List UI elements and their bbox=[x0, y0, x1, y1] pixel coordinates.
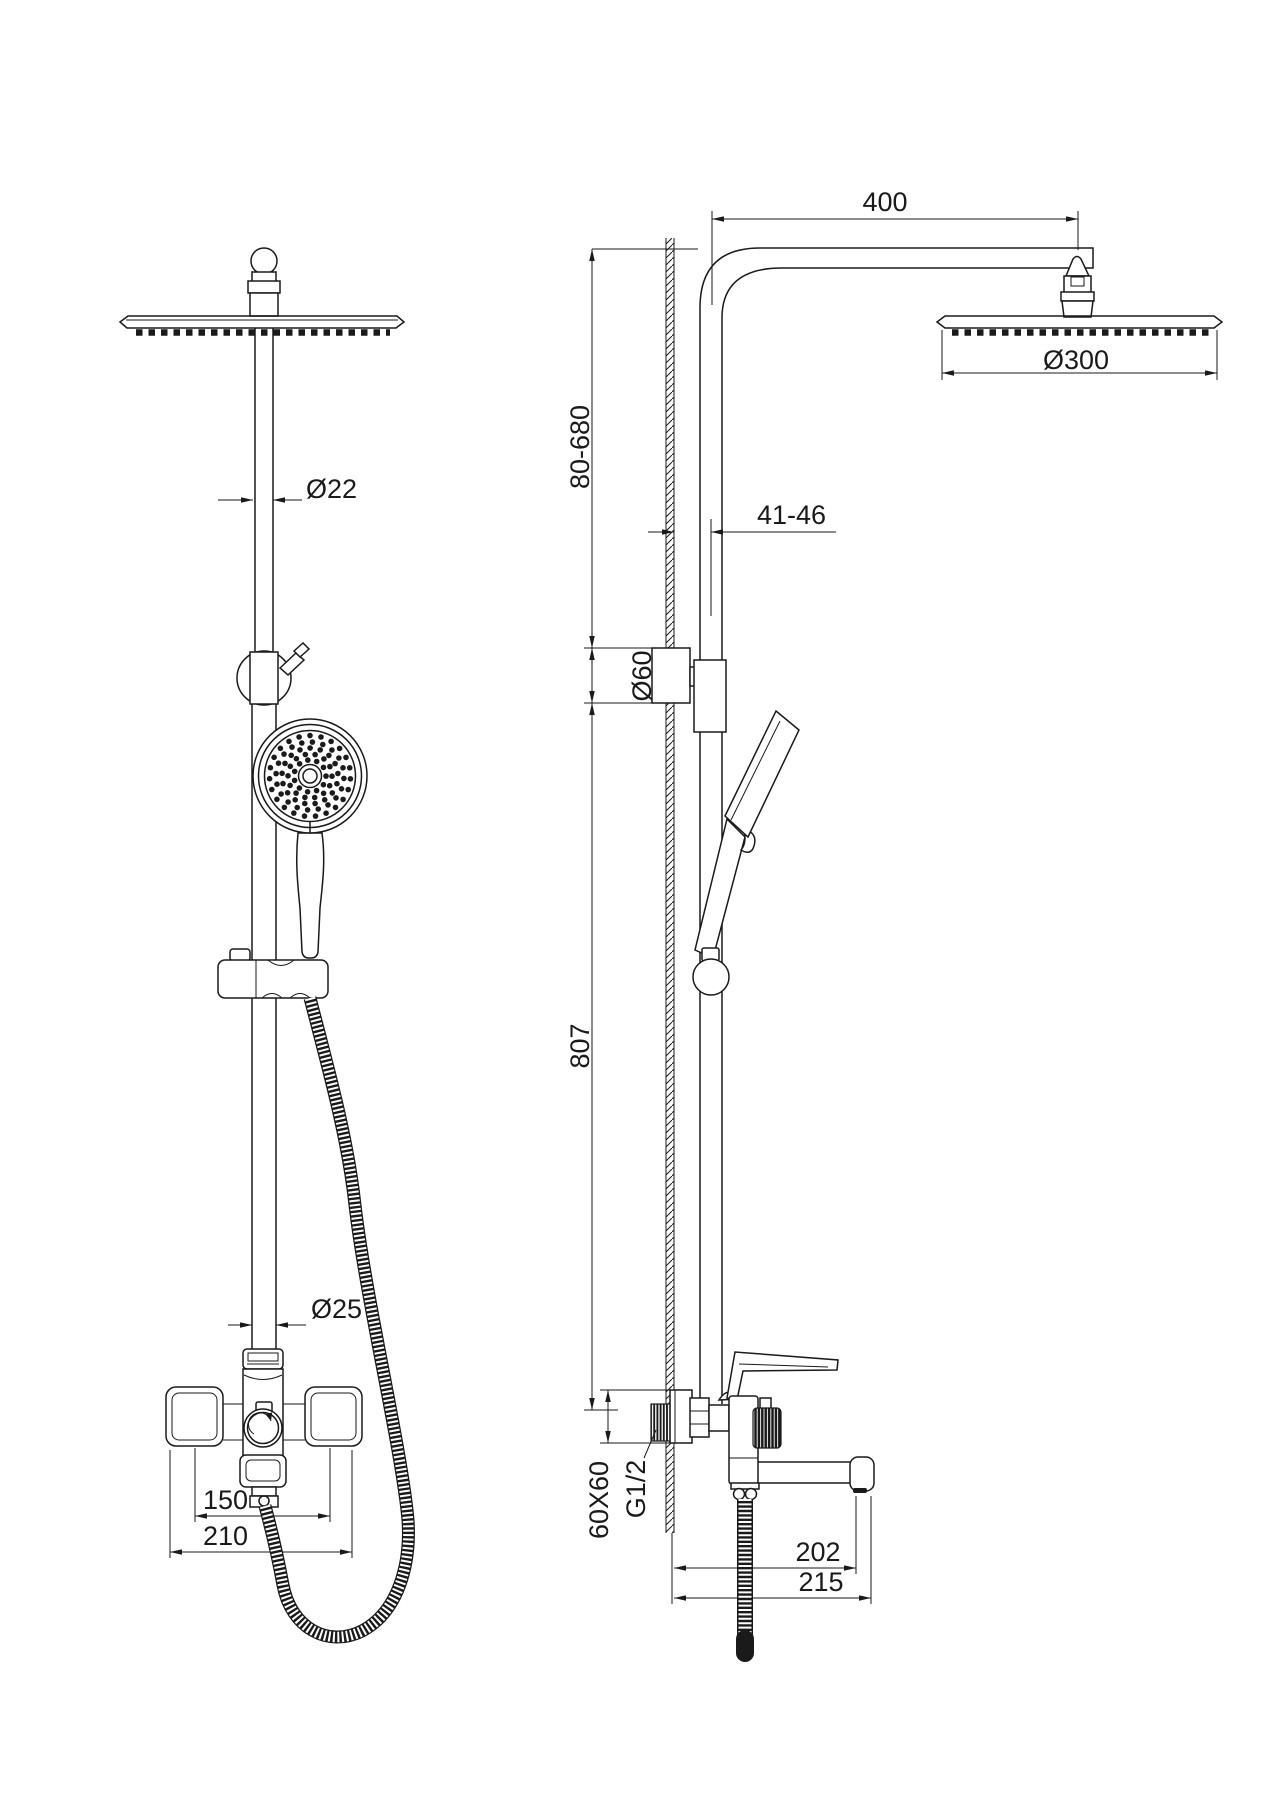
dim-label-wall-clearance: 41-46 bbox=[757, 500, 827, 530]
hex-nut-side bbox=[690, 1398, 709, 1437]
shower-hose-side bbox=[736, 1499, 754, 1662]
dim-label-height-adjust: 80-680 bbox=[565, 404, 595, 490]
wall-line bbox=[666, 238, 674, 1533]
spout-outlet bbox=[853, 1488, 867, 1493]
dim-label-bracket-diameter: Ø60 bbox=[627, 650, 657, 702]
dim-label-column-length: 807 bbox=[565, 1023, 595, 1069]
dim-label-pipe-lower: Ø25 bbox=[311, 1294, 363, 1324]
dim-label-thread-size: G1/2 bbox=[621, 1459, 651, 1519]
dim-label-wall-plate: 60X60 bbox=[584, 1460, 614, 1540]
dim-label-spout-overall: 215 bbox=[798, 1567, 844, 1597]
right-wall-mount bbox=[305, 1387, 362, 1446]
diverter-knob-side bbox=[753, 1408, 781, 1448]
dim-label-rain-head-diameter: Ø300 bbox=[1042, 345, 1110, 375]
wall-plate-side bbox=[670, 1390, 692, 1443]
dim-label-spout-reach: 202 bbox=[795, 1537, 841, 1567]
diverter-knob-front bbox=[244, 1409, 282, 1447]
dim-label-faucet-width: 210 bbox=[203, 1521, 249, 1551]
dim-label-inlet-spacing: 150 bbox=[203, 1485, 249, 1515]
dim-label-arm-length: 400 bbox=[862, 187, 908, 217]
left-wall-mount bbox=[166, 1387, 223, 1446]
hose-end-tip bbox=[736, 1630, 754, 1662]
slider-knob-side bbox=[693, 959, 729, 995]
dim-label-pipe-upper: Ø22 bbox=[306, 474, 358, 504]
ball-joint-front bbox=[251, 248, 277, 274]
